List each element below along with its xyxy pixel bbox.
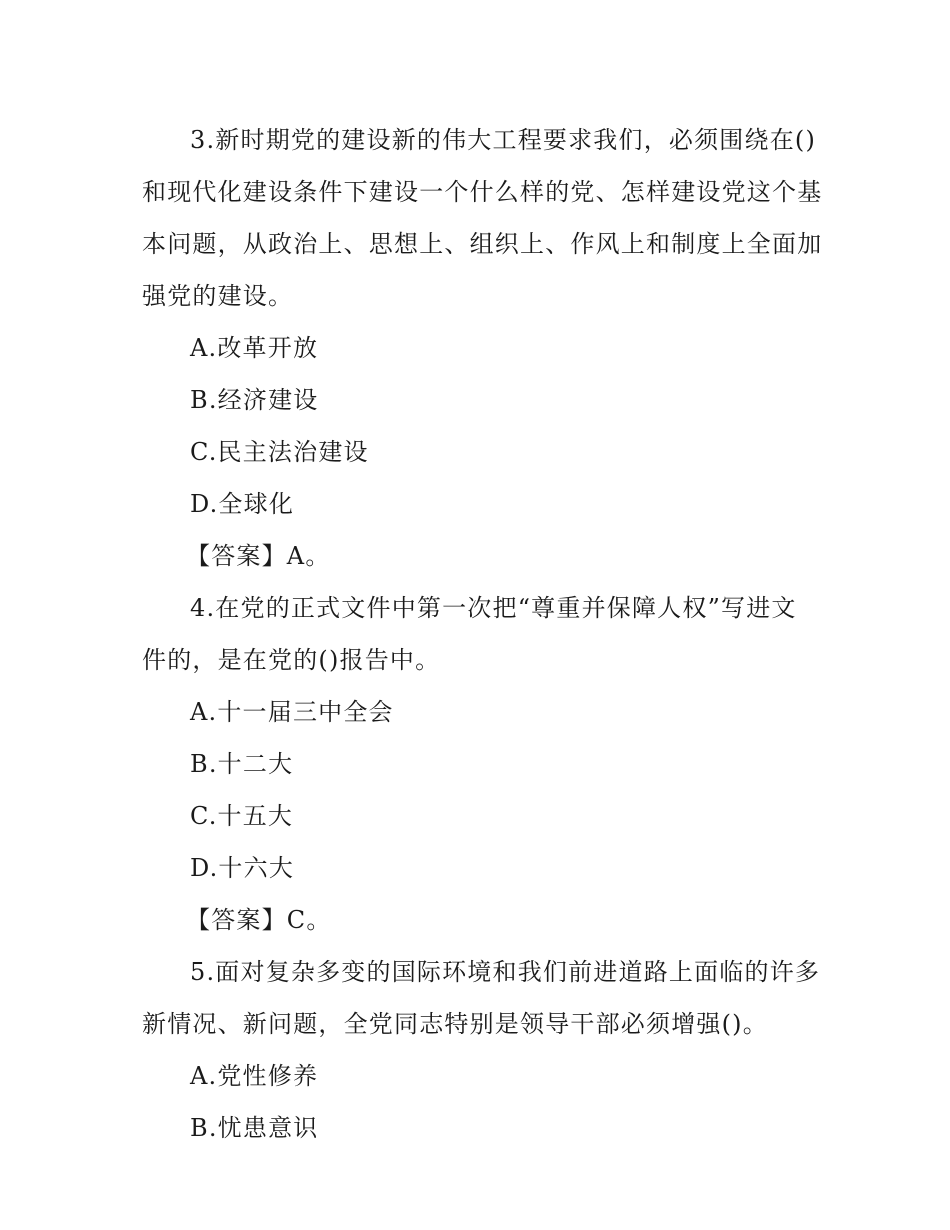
text-line: 3.新时期党的建设新的伟大工程要求我们，必须围绕在() (190, 126, 817, 154)
question-3-answer: 【答案】A。 (186, 542, 331, 570)
text-line: 本问题，从政治上、思想上、组织上、作风上和制度上全面加 (142, 230, 823, 258)
text-line: 5.面对复杂多变的国际环境和我们前进道路上面临的许多 (190, 958, 821, 986)
question-3-option-a: A.改革开放 (190, 334, 319, 362)
question-4-stem (142, 582, 814, 686)
question-5-option-b: B.忧患意识 (190, 1114, 319, 1142)
question-4-option-a: A.十一届三中全会 (190, 698, 394, 726)
question-3-option-c: C.民主法治建设 (190, 438, 369, 466)
text-line: 新情况、新问题，全党同志特别是领导干部必须增强()。 (142, 1010, 768, 1038)
text-line: 强党的建设。 (142, 282, 294, 310)
question-4-answer: 【答案】C。 (186, 906, 332, 934)
text-line: 和现代化建设条件下建设一个什么样的党、怎样建设党这个基 (142, 178, 823, 206)
document-page (142, 114, 823, 1154)
text-line: 4.在党的正式文件中第一次把“尊重并保障人权”写进文 (190, 594, 797, 622)
text-line: 件的，是在党的()报告中。 (142, 646, 441, 674)
question-5-stem (142, 946, 821, 1050)
question-3-option-d: D.全球化 (190, 490, 295, 518)
question-3-stem (142, 114, 823, 322)
question-3-option-b: B.经济建设 (190, 386, 319, 414)
question-5-option-a: A.党性修养 (190, 1062, 319, 1090)
question-4-option-d: D.十六大 (190, 854, 295, 882)
question-4-option-b: B.十二大 (190, 750, 294, 778)
question-4-option-c: C.十五大 (190, 802, 294, 830)
